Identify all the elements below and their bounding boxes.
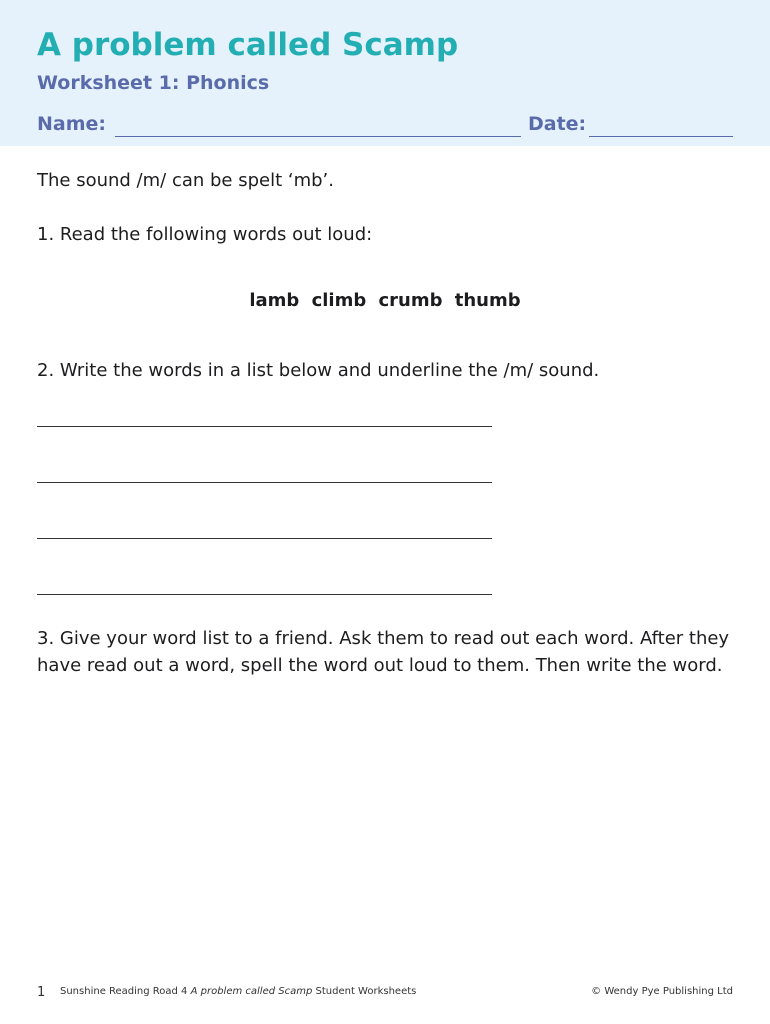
- worksheet-subtitle: Worksheet 1: Phonics: [37, 72, 270, 94]
- page-number: 1: [37, 985, 46, 1000]
- writing-line-2[interactable]: [37, 482, 492, 483]
- name-date-row: [37, 113, 733, 141]
- question-2: 2. Write the words in a list below and underline the /m/ sound.: [37, 360, 600, 381]
- footer-series-title: A problem called Scamp: [190, 986, 313, 997]
- word-list: lamb climb crumb thumb: [249, 290, 521, 311]
- writing-line-1[interactable]: [37, 426, 492, 427]
- question-3: 3. Give your word list to a friend. Ask them to read out each word. After they have read out a word, spell the word out loud to them. Then write the word.: [37, 628, 730, 676]
- footer-copyright: © Wendy Pye Publishing Ltd: [591, 986, 733, 997]
- name-label: Name:: [37, 113, 107, 135]
- worksheet-title: A problem called Scamp: [37, 27, 459, 63]
- date-label: Date:: [528, 113, 587, 135]
- footer-series-suffix: Student Worksheets: [315, 986, 417, 997]
- intro-text: The sound /m/ can be spelt ‘mb’.: [37, 170, 334, 191]
- question-1: 1. Read the following words out loud:: [37, 224, 373, 245]
- name-field-line[interactable]: [115, 136, 521, 137]
- date-field-line[interactable]: [589, 136, 733, 137]
- footer-series: [60, 986, 416, 997]
- writing-line-4[interactable]: [37, 594, 492, 595]
- writing-line-3[interactable]: [37, 538, 492, 539]
- footer-series-prefix: Sunshine Reading Road 4: [60, 986, 188, 997]
